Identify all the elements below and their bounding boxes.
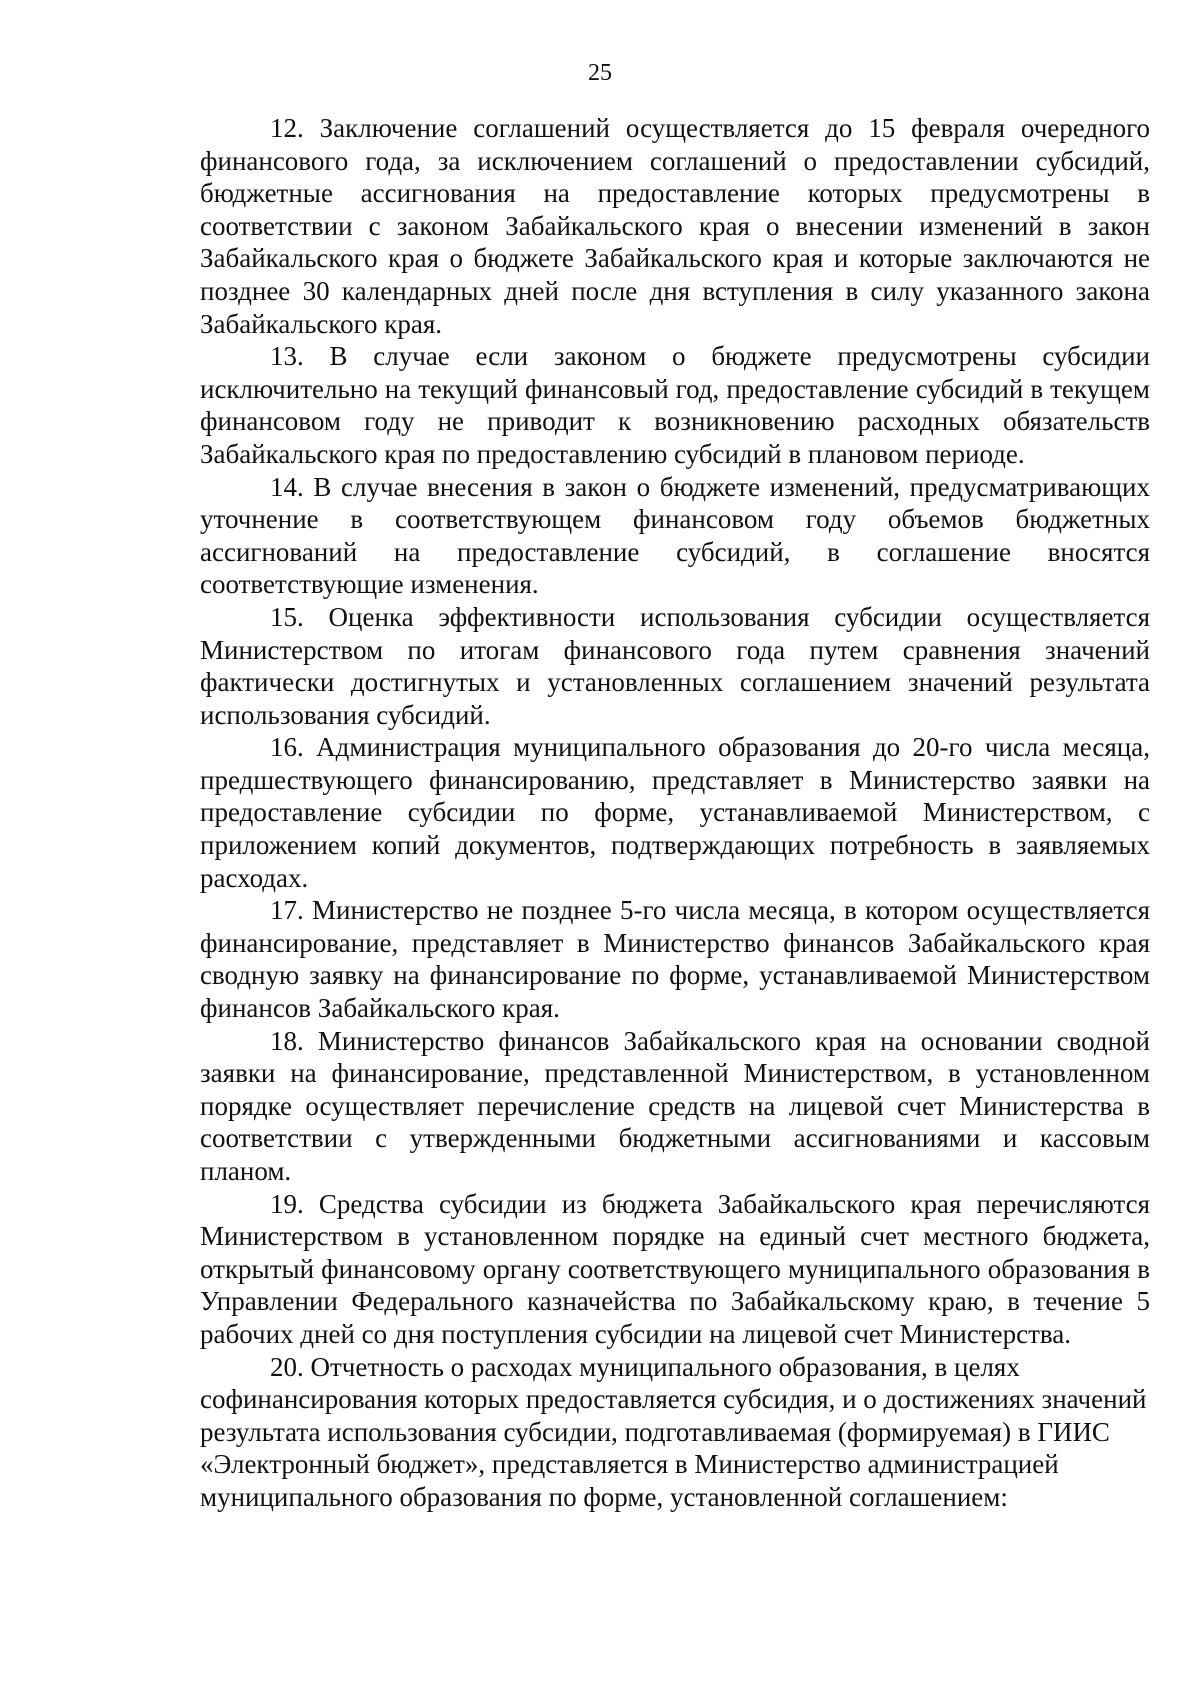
paragraph-16: 16. Администрация муниципального образования до 20-го числа месяца, предшествующего финансированию, представляет в Министерство заявки на предоставление субсидии по форме, устанавливаемой Министерством, с приложением копий документов, подтверждающих потребность в заявляемых расходах.	[200, 732, 1150, 893]
paragraph-15: 15. Оценка эффективности использования субсидии осуществляется Министерством по итогам финансового года путем сравнения значений фактически достигнутых и установленных соглашением значений результата использования субсидий.	[200, 601, 1150, 730]
page-number: 25	[588, 60, 612, 86]
paragraph-13: 13. В случае если законом о бюджете предусмотрены субсидии исключительно на текущий финансовый год, предоставление субсидий в текущем финансовом году не приводит к возникновению расходных обязательств Забайкальского края по предоставлению субсидий в плановом периоде.	[200, 341, 1150, 469]
paragraph-20: 20. Отчетность о расходах муниципального образования, в целях софинансирования которых предоставляется субсидия, и о достижениях значений результата использования субсидии, подготавливаемая (формируемая) в ГИИС «Электронный бюджет», представляется в Министерство администрацией муниципального образования по форме, установленной соглашением:	[200, 1351, 1147, 1512]
paragraph-12: 12. Заключение соглашений осуществляется до 15 февраля очередного финансового года, за исключением соглашений о предоставлении субсидий, бюджетные ассигнования на предоставление которых предусмотрены в соответствии с законом Забайкальского края о внесении изменений в закон Забайкальского края о бюджете Забайкальского края и которые заключаются не позднее 30 календарных дней после дня вступления в силу указанного закона Забайкальского края.	[200, 113, 1150, 339]
paragraph-18: 18. Министерство финансов Забайкальского края на основании сводной заявки на финансирование, представленной Министерством, в установленном порядке осуществляет перечисление средств на лицевой счет Министерства в соответствии с утвержденными бюджетными ассигнованиями и кассовым планом.	[200, 1025, 1150, 1186]
paragraph-14: 14. В случае внесения в закон о бюджете изменений, предусматривающих уточнение в соответствующем финансовом году объемов бюджетных ассигнований на предоставление субсидий, в соглашение вносятся соответствующие изменения.	[200, 471, 1150, 600]
document-body	[200, 112, 1150, 1514]
paragraph-17: 17. Министерство не позднее 5-го числа месяца, в котором осуществляется финансирование, представляет в Министерство финансов Забайкальского края сводную заявку на финансирование по форме, устанавливаемой Министерством финансов Забайкальского края.	[200, 895, 1150, 1024]
paragraph-19: 19. Средства субсидии из бюджета Забайкальского края перечисляются Министерством в установленном порядке на единый счет местного бюджета, открытый финансовому органу соответствующего муниципального образования в Управлении Федерального казначейства по Забайкальскому краю, в течение 5 рабочих дней со дня поступления субсидии на лицевой счет Министерства.	[200, 1188, 1150, 1349]
